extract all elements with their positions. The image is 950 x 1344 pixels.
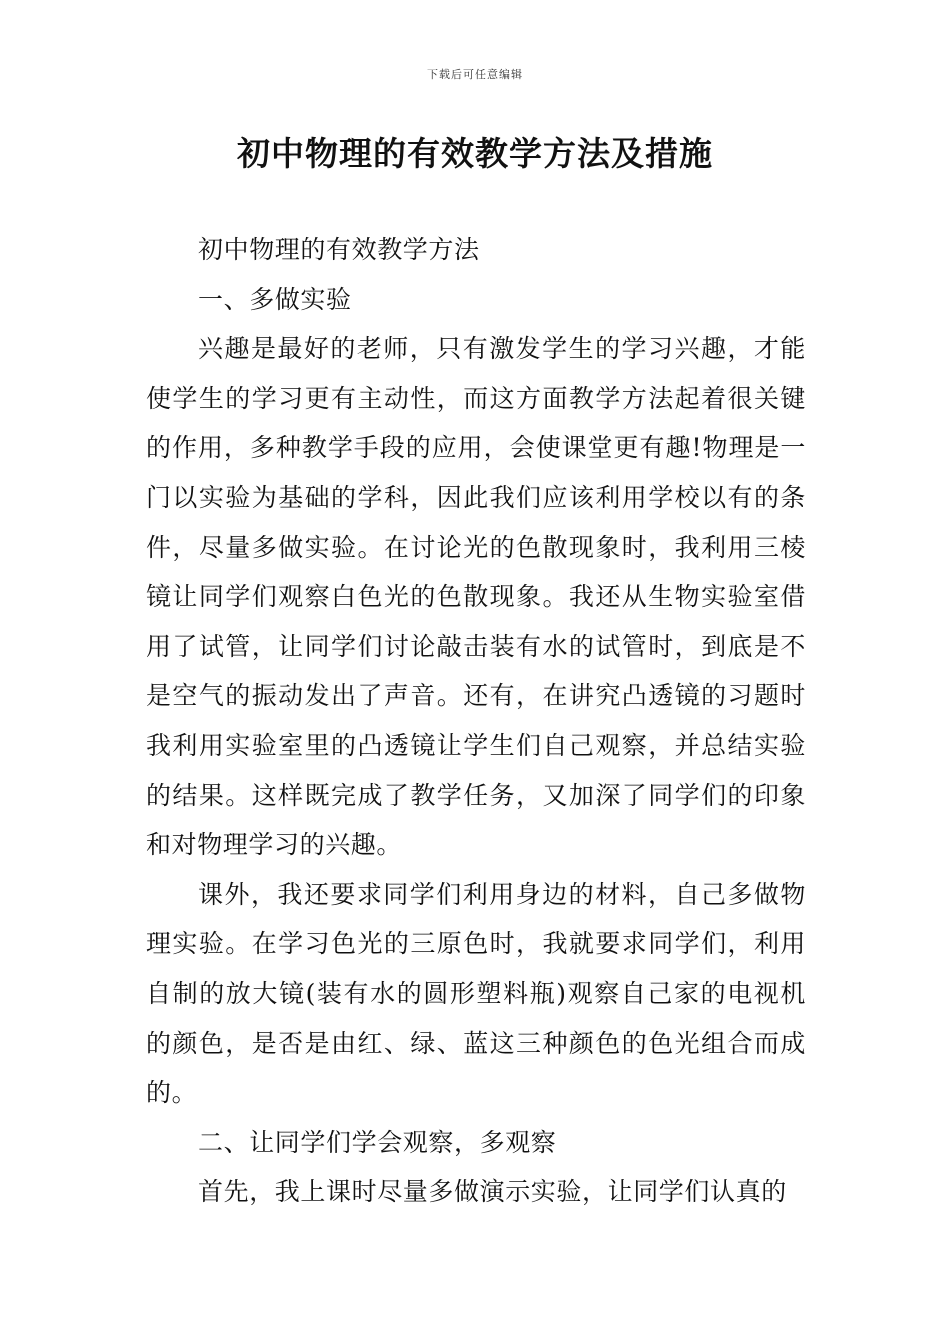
section-heading-experiments: 一、多做实验 (198, 284, 352, 314)
paragraph-demonstration: 首先，我上课时尽量多做演示实验，让同学们认真的 (198, 1177, 787, 1207)
subheading-methods: 初中物理的有效教学方法 (198, 235, 480, 264)
header-note: 下载后可任意编辑 (427, 68, 523, 81)
paragraph-extracurricular: 课外，我还要求同学们利用身边的材料，自己多做物理实验。在学习色光的三原色时，我就要求同学们，利用自制的放大镜(装有水的圆形塑料瓶)观察自己家的电视机的颜色，是否是由红、绿、蓝这三种颜色的色光组合而成的。 (146, 879, 806, 1108)
document-title: 初中物理的有效教学方法及措施 (237, 134, 713, 173)
section-heading-observation: 二、让同学们学会观察，多观察 (198, 1127, 557, 1157)
paragraph-interest: 兴趣是最好的老师，只有激发学生的学习兴趣，才能使学生的学习更有主动性，而这方面教学方法起着很关键的作用，多种教学手段的应用，会使课堂更有趣!物理是一门以实验为基础的学科，因此我们应该利用学校以有的条件，尽量多做实验。在讨论光的色散现象时，我利用三棱镜让同学们观察白色光的色散现象。我还从生物实验室借用了试管，让同学们讨论敲击装有水的试管时，到底是不是空气的振动发出了声音。还有，在讲究凸透镜的习题时我利用实验室里的凸透镜让学生们自己观察，并总结实验的结果。这样既完成了教学任务，又加深了同学们的印象和对物理学习的兴趣。 (146, 334, 806, 860)
document-body (146, 225, 806, 1217)
